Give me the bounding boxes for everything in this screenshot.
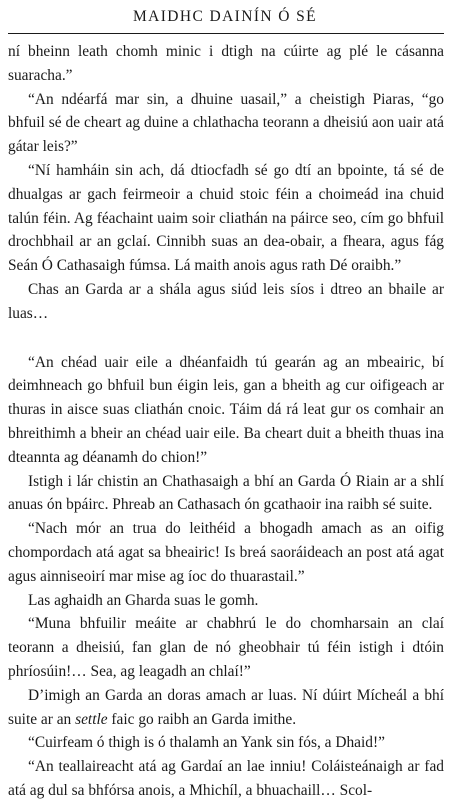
running-header: MAIDHC DAINÍN Ó SÉ	[132, 8, 318, 25]
text-run: Istigh i lár chistin an Chathasaigh a bhí an Garda Ó Riain ar a shlí anuas ón bpáirc. Phreab an Cathasach ón gcathaoir ina raibh sé suite.	[8, 472, 444, 514]
paragraph	[8, 612, 444, 683]
paragraph	[8, 159, 444, 278]
paragraph	[8, 278, 444, 326]
paragraph	[8, 40, 444, 88]
text-run: “An teallaireacht atá ag Gardaí an lae inniu! Coláisteánaigh ar fad atá ag dul sa bhfórsa anois, a Mhichíl, a bhuachaill… Scol-	[8, 758, 444, 799]
text-run: “Ní hamháin sin ach, dá dtiocfadh sé go dtí an bpointe, tá sé de dhualgas ar gach feirmeoir a chuid stoic féin a choimeád ina chuid talún féin. Ag féachaint uaim soir cliathán na páirce seo, cím go bhfuil drochbhail ar an gclaí. Cinnibh suas an dea-obair, a fheara, agus fág Seán Ó Cathasaigh fúmsa. Lá maith anois agus rath Dé oraibh.”	[8, 161, 444, 275]
text-run: “Nach mór an trua do leithéid a bhogadh amach as an oifig chompordach atá agat sa bheairic! Is breá saoráideach an post atá agat agus ainniseoirí mar mise ag íoc do thuarastail.”	[8, 520, 444, 585]
text-run: Chas an Garda ar a shála agus siúd leis síos i dtreo an bhaile ar luas…	[8, 280, 444, 322]
header-rule	[8, 33, 444, 34]
text-run: faic go raibh an Garda imithe.	[107, 710, 297, 728]
text-run: D’imigh an Garda an doras amach ar luas. Ní dúirt Mícheál a bhí suite ar an	[8, 686, 444, 728]
body-text	[8, 40, 444, 803]
paragraph	[8, 731, 444, 755]
text-run: “An ndéarfá mar sin, a dhuine uasail,” a cheistigh Piaras, “go bhfuil sé de cheart ag duine a chlathacha teorann a dheisiú aon uair atá gátar leis?”	[8, 90, 444, 156]
text-run: Las aghaidh an Gharda suas le gomh.	[28, 591, 259, 609]
paragraph	[8, 589, 444, 613]
paragraph	[8, 684, 444, 732]
text-run: ní bheinn leath chomh minic i dtigh na cúirte ag plé le cásanna suaracha.”	[8, 43, 444, 84]
text-run: “An chéad uair eile a dhéanfaidh tú gearán ag an mbeairic, bí deimhneach go bhfuil bun éigin leis, gan a bheith ag cur oifigeach ar thuras in aisce suas cliathán cnoic. Táim dá rá leat gur os comhair an bhreithimh a bheir an chéad uair eile. Ba cheart duit a bheith thuas ina dteannta ag déanamh do chion!”	[8, 353, 444, 466]
paragraph	[8, 351, 444, 470]
text-run: “Muna bhfuilir meáite ar chabhrú le do chomharsain an claí teorann a dheisiú, fan glan de nó gheobhair tú féin istigh i dtóin phríosúin!… Sea, ag leagadh an chlaí!”	[8, 615, 444, 680]
italic-word: settle	[75, 710, 108, 728]
paragraph	[8, 755, 444, 803]
paragraph	[8, 470, 444, 518]
paragraph	[8, 88, 444, 159]
paragraph	[8, 517, 444, 588]
text-run: “Cuirfeam ó thigh is ó thalamh an Yank sin fós, a Dhaid!”	[28, 734, 385, 752]
